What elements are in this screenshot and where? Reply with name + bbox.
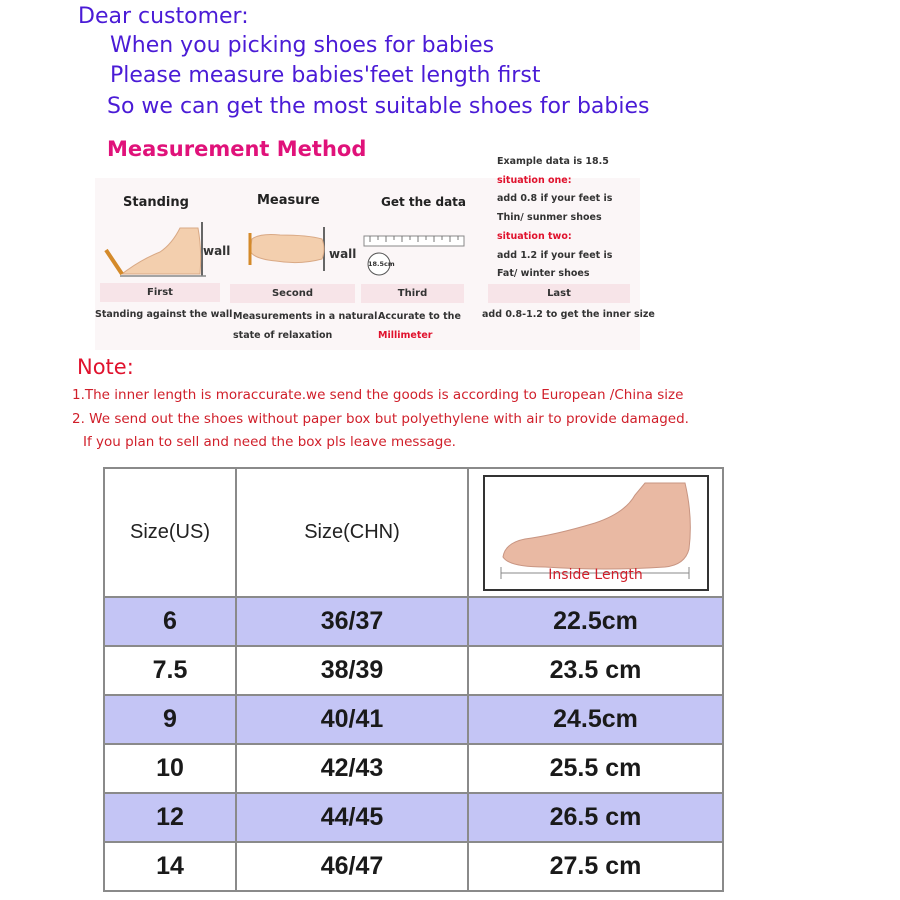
- cell-size-chn: 38/39: [236, 646, 468, 695]
- situation-one-title: situation one:: [497, 175, 572, 186]
- intro-line-1: When you picking shoes for babies: [110, 33, 495, 58]
- cell-inside-length: 24.5cm: [468, 695, 723, 744]
- cell-inside-length: 23.5 cm: [468, 646, 723, 695]
- table-row: [104, 597, 723, 646]
- example-line: Example data is 18.5: [497, 156, 609, 167]
- situation-two-b: Fat/ winter shoes: [497, 268, 590, 279]
- inside-length-label: Inside Length: [548, 566, 643, 583]
- ruler-icon: [362, 222, 472, 277]
- step-3-label: Third: [361, 284, 464, 303]
- intro-line-3: So we can get the most suitable shoes for babies: [107, 94, 650, 119]
- method-title: Measurement Method: [107, 137, 367, 161]
- header-size-us: Size(US): [104, 468, 236, 597]
- cell-inside-length: 22.5cm: [468, 597, 723, 646]
- note-title: Note:: [77, 355, 134, 379]
- cell-size-us: 14: [104, 842, 236, 891]
- table-row: [104, 646, 723, 695]
- table-row: [104, 744, 723, 793]
- cell-size-us: 7.5: [104, 646, 236, 695]
- cell-size-us: 6: [104, 597, 236, 646]
- header-foot-image: [468, 468, 723, 597]
- cell-inside-length: 25.5 cm: [468, 744, 723, 793]
- note-line-3: If you plan to sell and need the box pls leave message.: [83, 434, 456, 450]
- situation-two-title: situation two:: [497, 231, 572, 242]
- cell-size-chn: 42/43: [236, 744, 468, 793]
- step-3-desc-2: Millimeter: [378, 330, 433, 341]
- size-table: [103, 467, 724, 892]
- step-2-title: Measure: [257, 193, 320, 208]
- table-row: [104, 695, 723, 744]
- cell-size-us: 12: [104, 793, 236, 842]
- step-2-desc-2: state of relaxation: [233, 330, 333, 341]
- step-1-label: First: [100, 283, 220, 302]
- foot-length-illustration: [483, 475, 709, 591]
- wall-label-2: wall: [329, 247, 357, 261]
- step-4-desc: add 0.8-1.2 to get the inner size: [482, 309, 655, 320]
- cell-size-us: 9: [104, 695, 236, 744]
- wall-label-1: wall: [203, 244, 231, 258]
- note-line-1: 1.The inner length is moraccurate.we send the goods is according to European /China size: [72, 387, 684, 403]
- greeting: Dear customer:: [78, 4, 249, 29]
- cell-size-chn: 44/45: [236, 793, 468, 842]
- cell-size-us: 10: [104, 744, 236, 793]
- step-2-label: Second: [230, 284, 355, 303]
- step-1-title: Standing: [123, 195, 189, 210]
- table-header-row: [104, 468, 723, 597]
- situation-two-a: add 1.2 if your feet is: [497, 250, 613, 261]
- cell-inside-length: 26.5 cm: [468, 793, 723, 842]
- situation-one-b: Thin/ sunmer shoes: [497, 212, 602, 223]
- situation-one-a: add 0.8 if your feet is: [497, 193, 613, 204]
- step-1-desc: Standing against the wall: [95, 309, 233, 320]
- ruler-tag: 18.5cm: [368, 260, 395, 268]
- intro-line-2: Please measure babies'feet length first: [110, 63, 541, 88]
- cell-size-chn: 46/47: [236, 842, 468, 891]
- cell-size-chn: 40/41: [236, 695, 468, 744]
- table-row: [104, 793, 723, 842]
- table-row: [104, 842, 723, 891]
- header-size-chn: Size(CHN): [236, 468, 468, 597]
- cell-inside-length: 27.5 cm: [468, 842, 723, 891]
- note-line-2: 2. We send out the shoes without paper box but polyethylene with air to provide damaged.: [72, 411, 689, 427]
- step-4-label: Last: [488, 284, 630, 303]
- step-3-desc-1: Accurate to the: [378, 311, 461, 322]
- step-2-desc-1: Measurements in a natural: [233, 311, 378, 322]
- cell-size-chn: 36/37: [236, 597, 468, 646]
- step-3-title: Get the data: [381, 195, 467, 209]
